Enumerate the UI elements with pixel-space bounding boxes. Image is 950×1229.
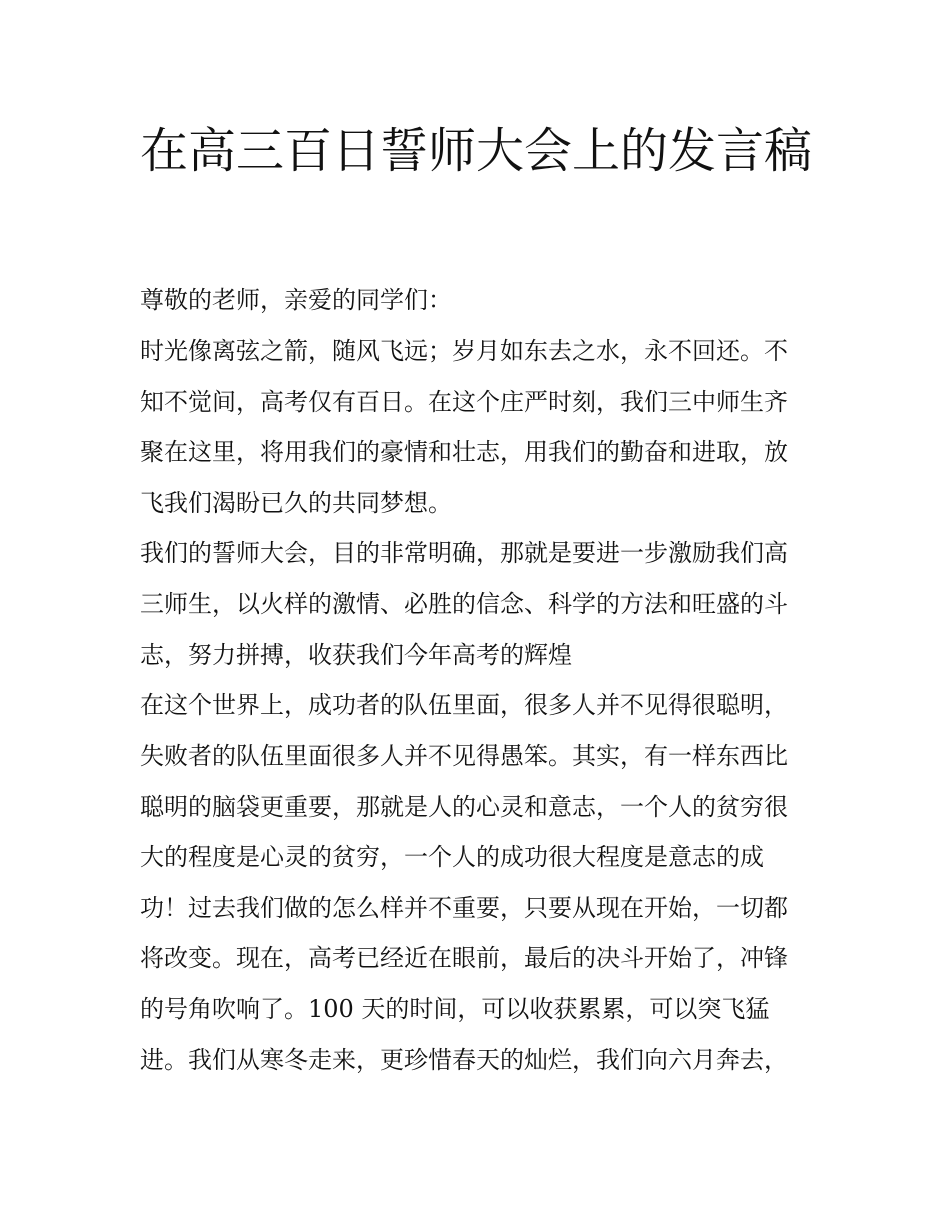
text-line: 失败者的队伍里面很多人并不见得愚笨。其实，有一样东西比 bbox=[140, 742, 788, 770]
text-line: 将改变。现在，高考已经近在眼前，最后的决斗开始了，冲锋 bbox=[140, 944, 788, 972]
text-line: 大的程度是心灵的贫穷，一个人的成功很大程度是意志的成 bbox=[140, 843, 764, 871]
text-line: 志，努力拼搏，收获我们今年高考的辉煌 bbox=[140, 641, 572, 669]
text-line: 尊敬的老师，亲爱的同学们： bbox=[140, 286, 452, 314]
text-line: 三师生，以火样的激情、必胜的信念、科学的方法和旺盛的斗 bbox=[140, 590, 788, 618]
text-line: 在这个世界上，成功者的队伍里面，很多人并不见得很聪明， bbox=[140, 691, 788, 719]
text-line: 飞我们渴盼已久的共同梦想。 bbox=[140, 489, 452, 517]
text-line: 进。我们从寒冬走来，更珍惜春天的灿烂，我们向六月奔去， bbox=[140, 1046, 788, 1074]
text-line: 聪明的脑袋更重要，那就是人的心灵和意志，一个人的贫穷很 bbox=[140, 793, 788, 821]
text-line: 我们的誓师大会，目的非常明确，那就是要进一步激励我们高 bbox=[140, 539, 788, 567]
document-title: 在高三百日誓师大会上的发言稿 bbox=[140, 123, 813, 179]
text-line: 时光像离弦之箭，随风飞远；岁月如东去之水，永不回还。不 bbox=[140, 337, 788, 365]
text-line: 的号角吹响了。100 天的时间，可以收获累累，可以突飞猛 bbox=[140, 995, 770, 1023]
text-line: 功！过去我们做的怎么样并不重要，只要从现在开始，一切都 bbox=[140, 894, 788, 922]
text-line: 知不觉间，高考仅有百日。在这个庄严时刻，我们三中师生齐 bbox=[140, 388, 788, 416]
text-line: 聚在这里，将用我们的豪情和壮志，用我们的勤奋和进取，放 bbox=[140, 438, 788, 466]
